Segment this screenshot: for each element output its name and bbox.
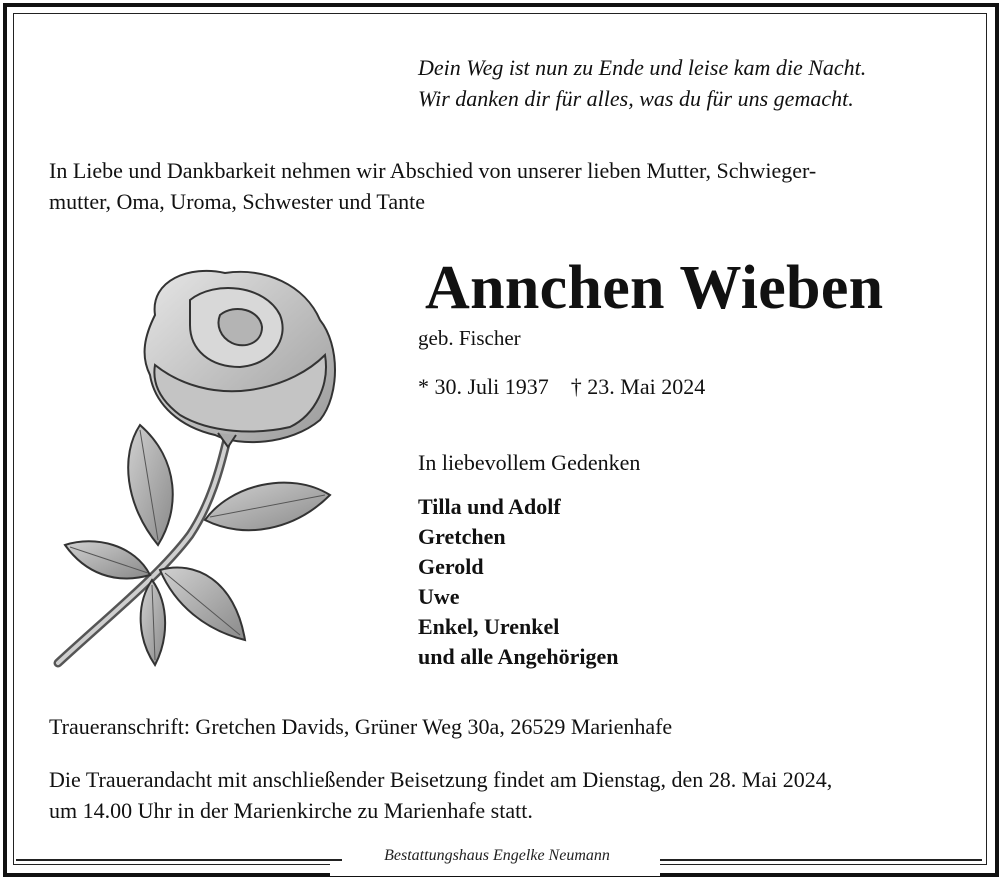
poem [418, 52, 866, 114]
intro-text [49, 155, 959, 217]
mourner-item: Tilla und Adolf [418, 494, 561, 519]
rose-icon [40, 255, 370, 685]
mourner-item: Enkel, Urenkel [418, 614, 560, 639]
life-dates [418, 374, 705, 400]
footer-rule-right [660, 859, 982, 861]
death-date: † 23. Mai 2024 [570, 374, 706, 399]
maiden-name: geb. Fischer [418, 326, 521, 350]
mourner-item: Gretchen [418, 524, 506, 549]
birth-date: * 30. Juli 1937 [418, 374, 549, 399]
service-notice [49, 764, 832, 826]
service-line-1: Die Trauerandacht mit anschließender Beisetzung findet am Dienstag, den 28. Mai 2024, [49, 767, 833, 792]
funeral-home-name: Bestattungshaus Engelke Neumann [384, 847, 610, 864]
mourners-heading: In liebevollem Gedenken [418, 450, 641, 475]
mourner-item: Uwe [418, 584, 460, 609]
service-line-2: um 14.00 Uhr in der Marienkirche zu Marienhafe statt. [49, 798, 533, 823]
intro-line-2: mutter, Oma, Uroma, Schwester und Tante [49, 189, 425, 214]
poem-line-2: Wir danken dir für alles, was du für uns gemacht. [418, 86, 854, 111]
mourning-address: Traueranschrift: Gretchen Davids, Grüner Weg 30a, 26529 Marienhafe [49, 714, 673, 739]
mourner-item: Gerold [418, 554, 484, 579]
poem-line-1: Dein Weg ist nun zu Ende und leise kam die Nacht. [418, 55, 867, 80]
mourners-list [418, 492, 618, 672]
mourner-item: und alle Angehörigen [418, 644, 619, 669]
footer-rule-left [16, 859, 342, 861]
deceased-name: Annchen Wieben [425, 254, 884, 322]
intro-line-1: In Liebe und Dankbarkeit nehmen wir Abschied von unserer lieben Mutter, Schwieger- [49, 158, 817, 183]
